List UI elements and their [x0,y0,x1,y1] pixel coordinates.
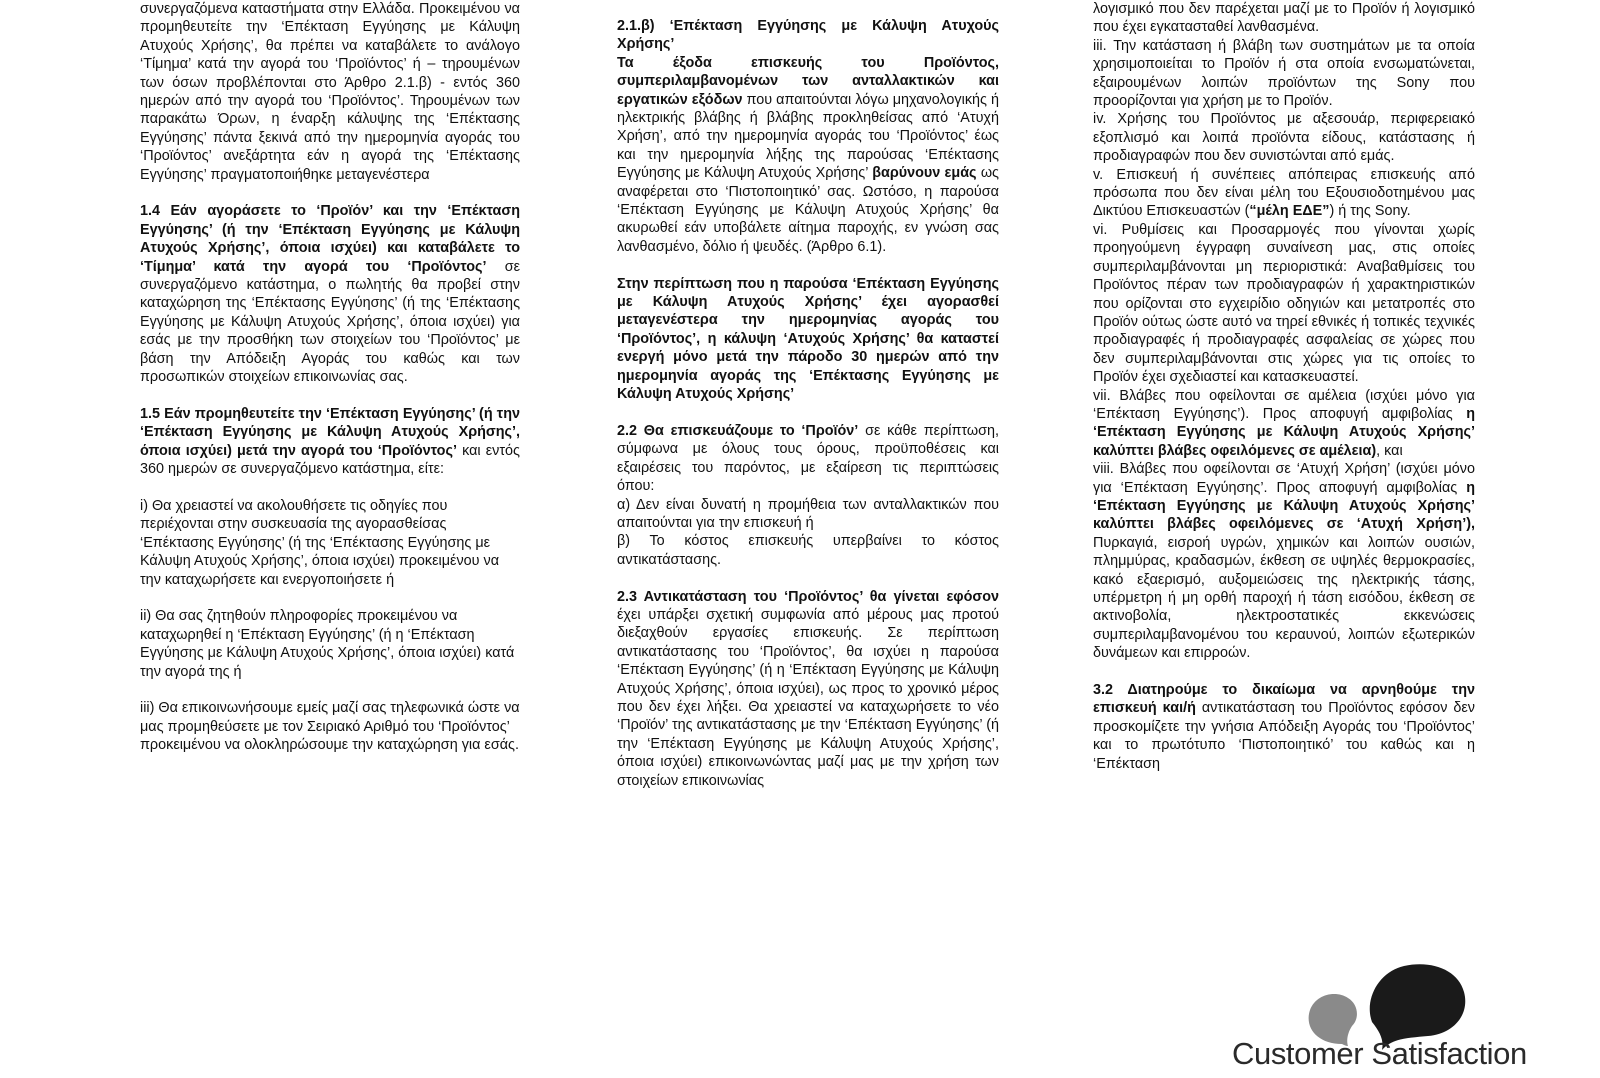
item-b: β) Το κόστος επισκευής υπερβαίνει το κόστος αντικατάστασης. [617,533,999,568]
column-2 [617,17,999,790]
paragraph-intro: συνεργαζόμενα καταστήματα στην Ελλάδα. Προκειμένου να προμηθευτείτε την ‘Επέκταση Εγγύησης με Κάλυψη Ατυχούς Χρήσης’, θα πρέπει να καταβάλετε το ανάλογο ‘Τίμημα’ κατά την αγορά του ‘Προϊόντος’ ή – τηρουμένων των όσων προβλέπονται στο Άρθρο 2.1.β) - εντός 360 ημερών από την αγορά του ‘Προϊόντος’. Τηρουμένων των παρακάτω Όρων, η έναρξη κάλυψης της ‘Επέκτασης Εγγύησης’ πάντα ξεκινά από την ημερομηνία αγοράς του ‘Προϊόντος’ ανεξάρτητα εάν η αγορά της ‘Επέκτασης Εγγύησης’ πραγματοποιήθηκε μεταγενέστερα [140,1,520,183]
logo-text: Customer Satisfaction [1232,1036,1527,1071]
column-1 [140,0,520,755]
body-text: αντικατάσταση του Προϊόντος εφόσον δεν προσκομίζετε την γνήσια Απόδειξη Αγοράς του ‘Προϊόντος’ και το πρωτότυπο ‘Πιστοποιητικό’ του καθώς και η ‘Επέκταση [1093,700,1475,772]
section-1-5-heading: 1.5 Εάν προμηθευτείτε την ‘Επέκταση Εγγύησης’ (ή την ‘Επέκταση Εγγύησης με Κάλυψη Ατυχούς Χρήσης’, όποια ισχύει) μετά την αγορά του ‘Προϊόντος’ [140,405,520,459]
section-2-2-heading: 2.2 Θα επισκευάζουμε το ‘Προϊόν’ [617,422,859,439]
item-viii [1093,460,1475,662]
item-vi: vi. Ρυθμίσεις και Προσαρμογές που γίνονται χωρίς προηγούμενη έγγραφη συναίνεση μας, στις οποίες συμπεριλαμβάνονται μη περιοριστικά: Αναβαθμίσεις του Προϊόντος πέραν των προδιαγραφών ή χαρακτηριστικών που ορίζονται στο εγχειρίδιο οδηγιών και μετατροπές στο Προϊόν ούτως ώστε αυτό να τηρεί εθνικές ή τοπικές τεχνικές προδιαγραφές ή προδιαγραφές ασφαλείας σε χώρες που δεν συμπεριλαμβάνονται στις χώρες για τις οποίες το Προϊόν έχει σχεδιαστεί και κατασκευαστεί. [1093,221,1475,386]
item-i: i) Θα χρειαστεί να ακολουθήσετε τις οδηγίες που περιέχονται στην συσκευασία της αγορασθείσας ‘Επέκτασης Εγγύησης’ (ή της ‘Επέκτασης Εγγύησης με Κάλυψη Ατυχούς Χρήσης’, όποια ισχύει) προκειμένου να την καταχωρήσετε και ενεργοποιήσετε ή [140,497,500,588]
item-iii: iii. Την κατάσταση ή βλάβη των συστημάτων με τα οποία χρησιμοποιείται το Προϊόν ή στα οποία ενσωματώνεται, εξαιρουμένων λοιπών προϊόντων της Sony που προορίζονται για χρήση με το Προϊόν. [1093,37,1475,110]
section-3-2-heading: 3.2 Διατηρούμε το δικαίωμα να αρνηθούμε την επισκευή και/ή [1093,682,1475,717]
body-text: Πυρκαγιά, εισροή υγρών, χημικών και λοιπών ουσιών, πλημμύρας, κραδασμών, έκθεση σε υψηλές θερμοκρασίες, κακό εξαερισμό, αυξομειώσεις της ηλεκτρικής τάσης, υπέρμετρη ή μη ορθή παροχή ή τάση εισόδου, έκθεση σε ακτινοβολία, ηλεκτροστατικές εκκενώσεις συμπεριλαμβανομένου του κεραυνού, λοιπών εξωτερικών δυνάμεων και επιρροών. [1093,534,1475,662]
section-2-2 [617,422,999,496]
paragraph-software: λογισμικό που δεν παρέχεται μαζί με το Προϊόν ή λογισμικό που έχει εγκατασταθεί λανθασμένα. [1093,1,1475,36]
bold-text: “μέλη ΕΔΕ” [1249,203,1330,220]
item-vii [1093,387,1475,461]
bold-text: βαρύνουν εμάς [872,165,977,182]
notice-paragraph [617,275,999,404]
section-1-4-heading: 1.4 Εάν αγοράσετε το ‘Προϊόν’ και την ‘Επέκταση Εγγύησης’ (ή την ‘Επέκταση Εγγύησης με Κάλυψη Ατυχούς Χρήσης’, όποια ισχύει) και καταβάλετε το ‘Τίμημα’ κατά την αγορά του ‘Προϊόντος’ [140,203,520,275]
body-text: που απαιτούνται λόγω μηχανολογικής ή ηλεκτρικής βλάβης ή βλάβης προκληθείσας από ‘Ατυχή Χρήση’, από την ημερομηνία αγοράς του ‘Προϊόντος’ έως και την ημερομηνία λήξης της παρούσας ‘Επέκτασης Εγγύησης με Κάλυψη Ατυχούς Χρήσης’ [617,91,999,182]
column-3 [1093,0,1475,773]
body-text: , και [1376,442,1403,459]
notice-text: Στην περίπτωση που η παρούσα ‘Επέκταση Εγγύησης με Κάλυψη Ατυχούς Χρήσης’ έχει αγορασθεί μεταγενέστερα την ημερομηνίας αγοράς του ‘Προϊόντος’, η κάλυψη ‘Ατυχούς Χρήσης’ θα καταστεί ενεργή μόνο μετά την πάροδο 30 ημερών από την ημερομηνία αγοράς της ‘Επέκτασης Εγγύησης με Κάλυψη Ατυχούς Χρήσης’ [617,275,999,403]
bold-text: η ‘Επέκταση Εγγύησης με Κάλυψη Ατυχούς Χρήσης’ καλύπτει βλάβες οφειλόμενες σε ‘Ατυχή Χρήση’), [1093,479,1475,533]
body-text: ως αναφέρεται στο ‘Πιστοποιητικό’ σας. Ωστόσο, η παρούσα ‘Επέκταση Εγγύησης με Κάλυψη Ατυχούς Χρήσης’ θα ακυρωθεί εάν υποβάλετε αίτημα παροχής, εν γνώση σας λανθασμένο, δόλιο ή ψευδές. (Άρθρο 6.1). [617,165,999,255]
section-1-5-text: και εντός 360 ημερών σε συνεργαζόμενο κατάστημα, είτε: [140,442,520,478]
section-2-1-b [617,17,999,54]
bold-text: η ‘Επέκταση Εγγύησης με Κάλυψη Ατυχούς Χρήσης’ καλύπτει βλάβες οφειλόμενες σε αμέλεια) [1093,405,1475,459]
section-2-1-b-body [617,54,999,256]
section-1-4 [140,202,520,386]
item-ii: ii) Θα σας ζητηθούν πληροφορίες προκειμένου να καταχωρηθεί η ‘Επέκταση Εγγύησης’ (ή η ‘Επέκταση Εγγύησης με Κάλυψη Ατυχούς Χρήσης’, όποια ισχύει) κατά την αγορά της ή [140,608,515,680]
body-text: v. Επισκευή ή συνέπειες απόπειρας επισκευής από πρόσωπα που δεν είναι μέλη του Εξουσιοδοτημένου μας Δικτύου Επισκευαστών ( [1093,166,1475,220]
item-iv: iv. Χρήσης του Προϊόντος με αξεσουάρ, περιφερειακό εξοπλισμό και λοιπά προϊόντα είδους, κατάστασης ή προδιαγραφών που δεν συνιστώνται από εμάς. [1093,111,1475,165]
item-a: α) Δεν είναι δυνατή η προμήθεια των ανταλλακτικών που απαιτούνται για την επισκευή ή [617,496,999,531]
body-text: ) ή της Sony. [1329,203,1411,220]
body-text: vii. Βλάβες που οφείλονται σε αμέλεια (ισχύει μόνο για ‘Επέκταση Εγγύησης’). Προς αποφυγή αμφιβολίας [1093,387,1475,422]
item-iii: iii) Θα επικοινωνήσουμε εμείς μαζί σας τηλεφωνικά ώστε να μας προμηθεύσετε με τον Σειριακό Αριθμό του ‘Προϊόντος’ προκειμένου να ολοκληρώσουμε την καταχώρηση για εσάς. [140,700,520,754]
section-1-5 [140,405,520,479]
body-text: έχει υπάρξει σχετική συμφωνία από μέρους μας προτού διεξαχθούν εργασίες επισκευής. Σε περίπτωση αντικατάστασης του ‘Προϊόντος’, θα ισχύει η παρούσα ‘Επέκταση Εγγύησης’ (ή η ‘Επέκταση Εγγύησης με Κάλυψη Ατυχούς Χρήσης’, όποια ισχύει), ως προς το χρονικό μέρος που δεν έχει λήξει. Θα χρειαστεί να καταχωρήσετε το νέο ‘Προϊόν’ της αντικατάστασης με την ‘Επέκταση Εγγύησης’ (ή την ‘Επέκταση Εγγύησης με Κάλυψη Ατυχούς Χρήσης’, όποια ισχύει) επικοινωνώντας μαζί μας με την χρήση των στοιχείων επικοινωνίας [617,606,999,789]
section-2-3-heading: 2.3 Αντικατάσταση του ‘Προϊόντος’ θα γίνεται εφόσον [617,588,999,605]
body-text: viii. Βλάβες που οφείλονται σε ‘Ατυχή Χρήση’ (ισχύει μόνο για ‘Επέκταση Εγγύησης’. Προς αποφυγή αμφιβολίας [1093,461,1475,496]
body-text: σε κάθε περίπτωση, σύμφωνα με όλους τους όρους, προϋποθέσεις και εξαιρέσεις του παρόντος, με εξαίρεση τις περιπτώσεις όπου: [617,422,999,495]
item-v [1093,166,1475,221]
section-2-1-b-heading: 2.1.β) ‘Επέκταση Εγγύησης με Κάλυψη Ατυχούς Χρήσης’ [617,18,999,53]
section-3-2 [1093,681,1475,773]
bold-text: Τα έξοδα επισκευής του Προϊόντος, συμπεριλαμβανομένων των ανταλλακτικών και εργατικών εξόδων [617,54,999,108]
section-2-3 [617,588,999,790]
section-1-4-text: σε συνεργαζόμενο κατάστημα, ο πωλητής θα προβεί στην καταχώρηση της ‘Επέκτασης Εγγύησης’ (ή της ‘Επέκτασης Εγγύησης με Κάλυψη Ατυχούς Χρήσης’, όποια ισχύει) για εσάς με την προσθήκη των στοιχείων του ‘Προϊόντος’ με βάση την Απόδειξη Αγοράς του καθώς και των προσωπικών στοιχείων επικοινωνίας σας. [140,258,521,386]
